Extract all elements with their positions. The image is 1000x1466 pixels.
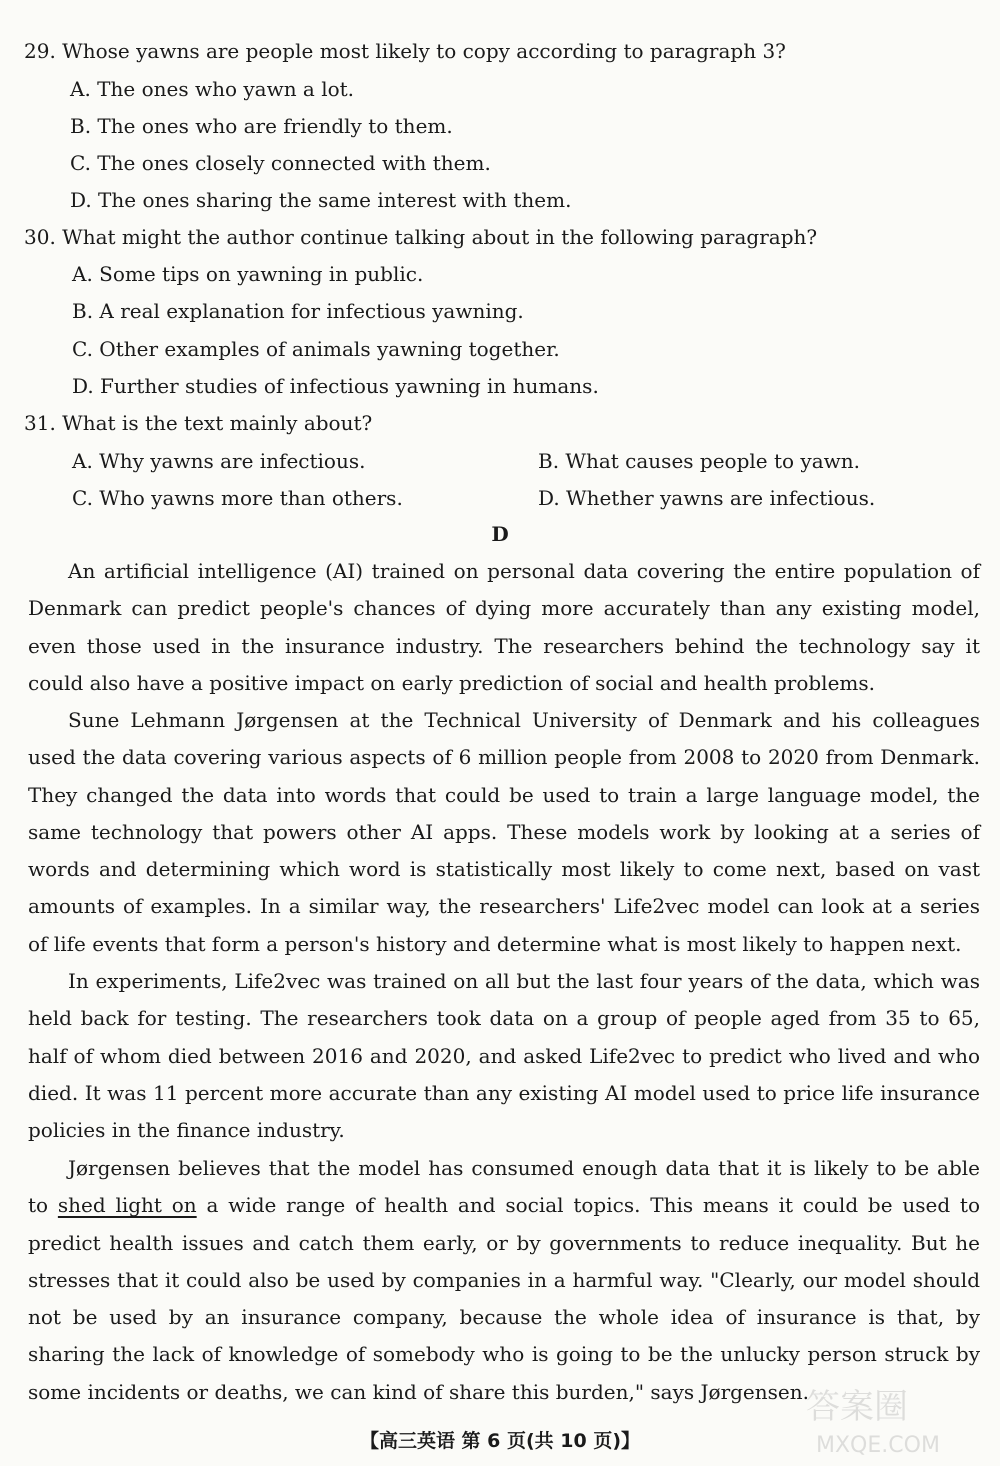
svg-text:MXQE.COM: MXQE.COM xyxy=(816,1433,940,1458)
svg-text:答案圈: 答案圈 xyxy=(806,1387,908,1427)
paragraph-4-text-before: Jørgensen believes that the model has consumed enough data that it is likely to be able to xyxy=(28,1156,980,1218)
question-31-option-a: A. Why yawns are infectious. xyxy=(72,449,366,473)
passage-paragraph-2: Sune Lehmann Jørgensen at the Technical University of Denmark and his colleagues used the data covering various aspects of 6 million people from 2008 to 2020 from Denmark. They changed the data into words that could be used to train a large language model, the same technology that powers other AI apps. These models work by looking at a series of words and determining which word is statistically most likely to come next, based on vast amounts of examples. In a similar way, the researchers' Life2vec model can look at a series of life events that form a person's history and determine what is most likely to happen next. xyxy=(28,708,980,956)
section-title: D xyxy=(491,522,509,546)
question-29-option-d: D. The ones sharing the same interest with them. xyxy=(70,188,572,212)
question-31-option-c: C. Who yawns more than others. xyxy=(72,486,403,510)
question-30-option-c: C. Other examples of animals yawning together. xyxy=(72,337,560,361)
paragraph-4-text-after: a wide range of health and social topics. This means it could be used to predict health issues and catch them early, or by governments to reduce inequality. But he stresses that it could also be used by companies in a harmful way. "Clearly, our model should not be used by an insurance company, because the whole idea of insurance is that, by sharing the lack of knowledge of somebody who is going to be the unlucky person struck by some incidents or deaths, we can kind of share this burden," says Jørgensen. xyxy=(28,1193,981,1404)
question-30-option-d: D. Further studies of infectious yawning in humans. xyxy=(72,374,599,398)
question-30-stem: 30. What might the author continue talking about in the following paragraph? xyxy=(24,225,818,249)
question-29-option-c: C. The ones closely connected with them. xyxy=(70,151,491,175)
question-30-option-a: A. Some tips on yawning in public. xyxy=(72,262,424,286)
watermark-logo xyxy=(796,1380,976,1460)
passage-paragraph-3: In experiments, Life2vec was trained on all but the last four years of the data, which was held back for testing. The researchers took data on a group of people aged from 35 to 65, half of whom died between 2016 and 2020, and asked Life2vec to predict who lived and who died. It was 11 percent more accurate than any existing AI model used to price life insurance policies in the finance industry. xyxy=(28,969,980,1143)
underlined-phrase: shed light on xyxy=(57,1193,197,1218)
question-30-option-b: B. A real explanation for infectious yawning. xyxy=(72,299,524,323)
question-29-option-a: A. The ones who yawn a lot. xyxy=(70,77,355,101)
question-29-option-b: B. The ones who are friendly to them. xyxy=(70,114,453,138)
passage-paragraph-4 xyxy=(28,1150,980,1411)
question-31-option-d: D. Whether yawns are infectious. xyxy=(538,486,876,510)
question-29-stem: 29. Whose yawns are people most likely to copy according to paragraph 3? xyxy=(24,39,786,63)
question-31-stem: 31. What is the text mainly about? xyxy=(24,411,373,435)
page-footer: 【高三英语 第 6 页(共 10 页)】 xyxy=(359,1430,641,1452)
question-31-option-b: B. What causes people to yawn. xyxy=(538,449,860,473)
passage-paragraph-1: An artificial intelligence (AI) trained on personal data covering the entire population of Denmark can predict people's chances of dying more accurately than any existing model, even those used in the insurance industry. The researchers behind the technology say it could also have a positive impact on early prediction of social and health problems. xyxy=(28,559,980,695)
